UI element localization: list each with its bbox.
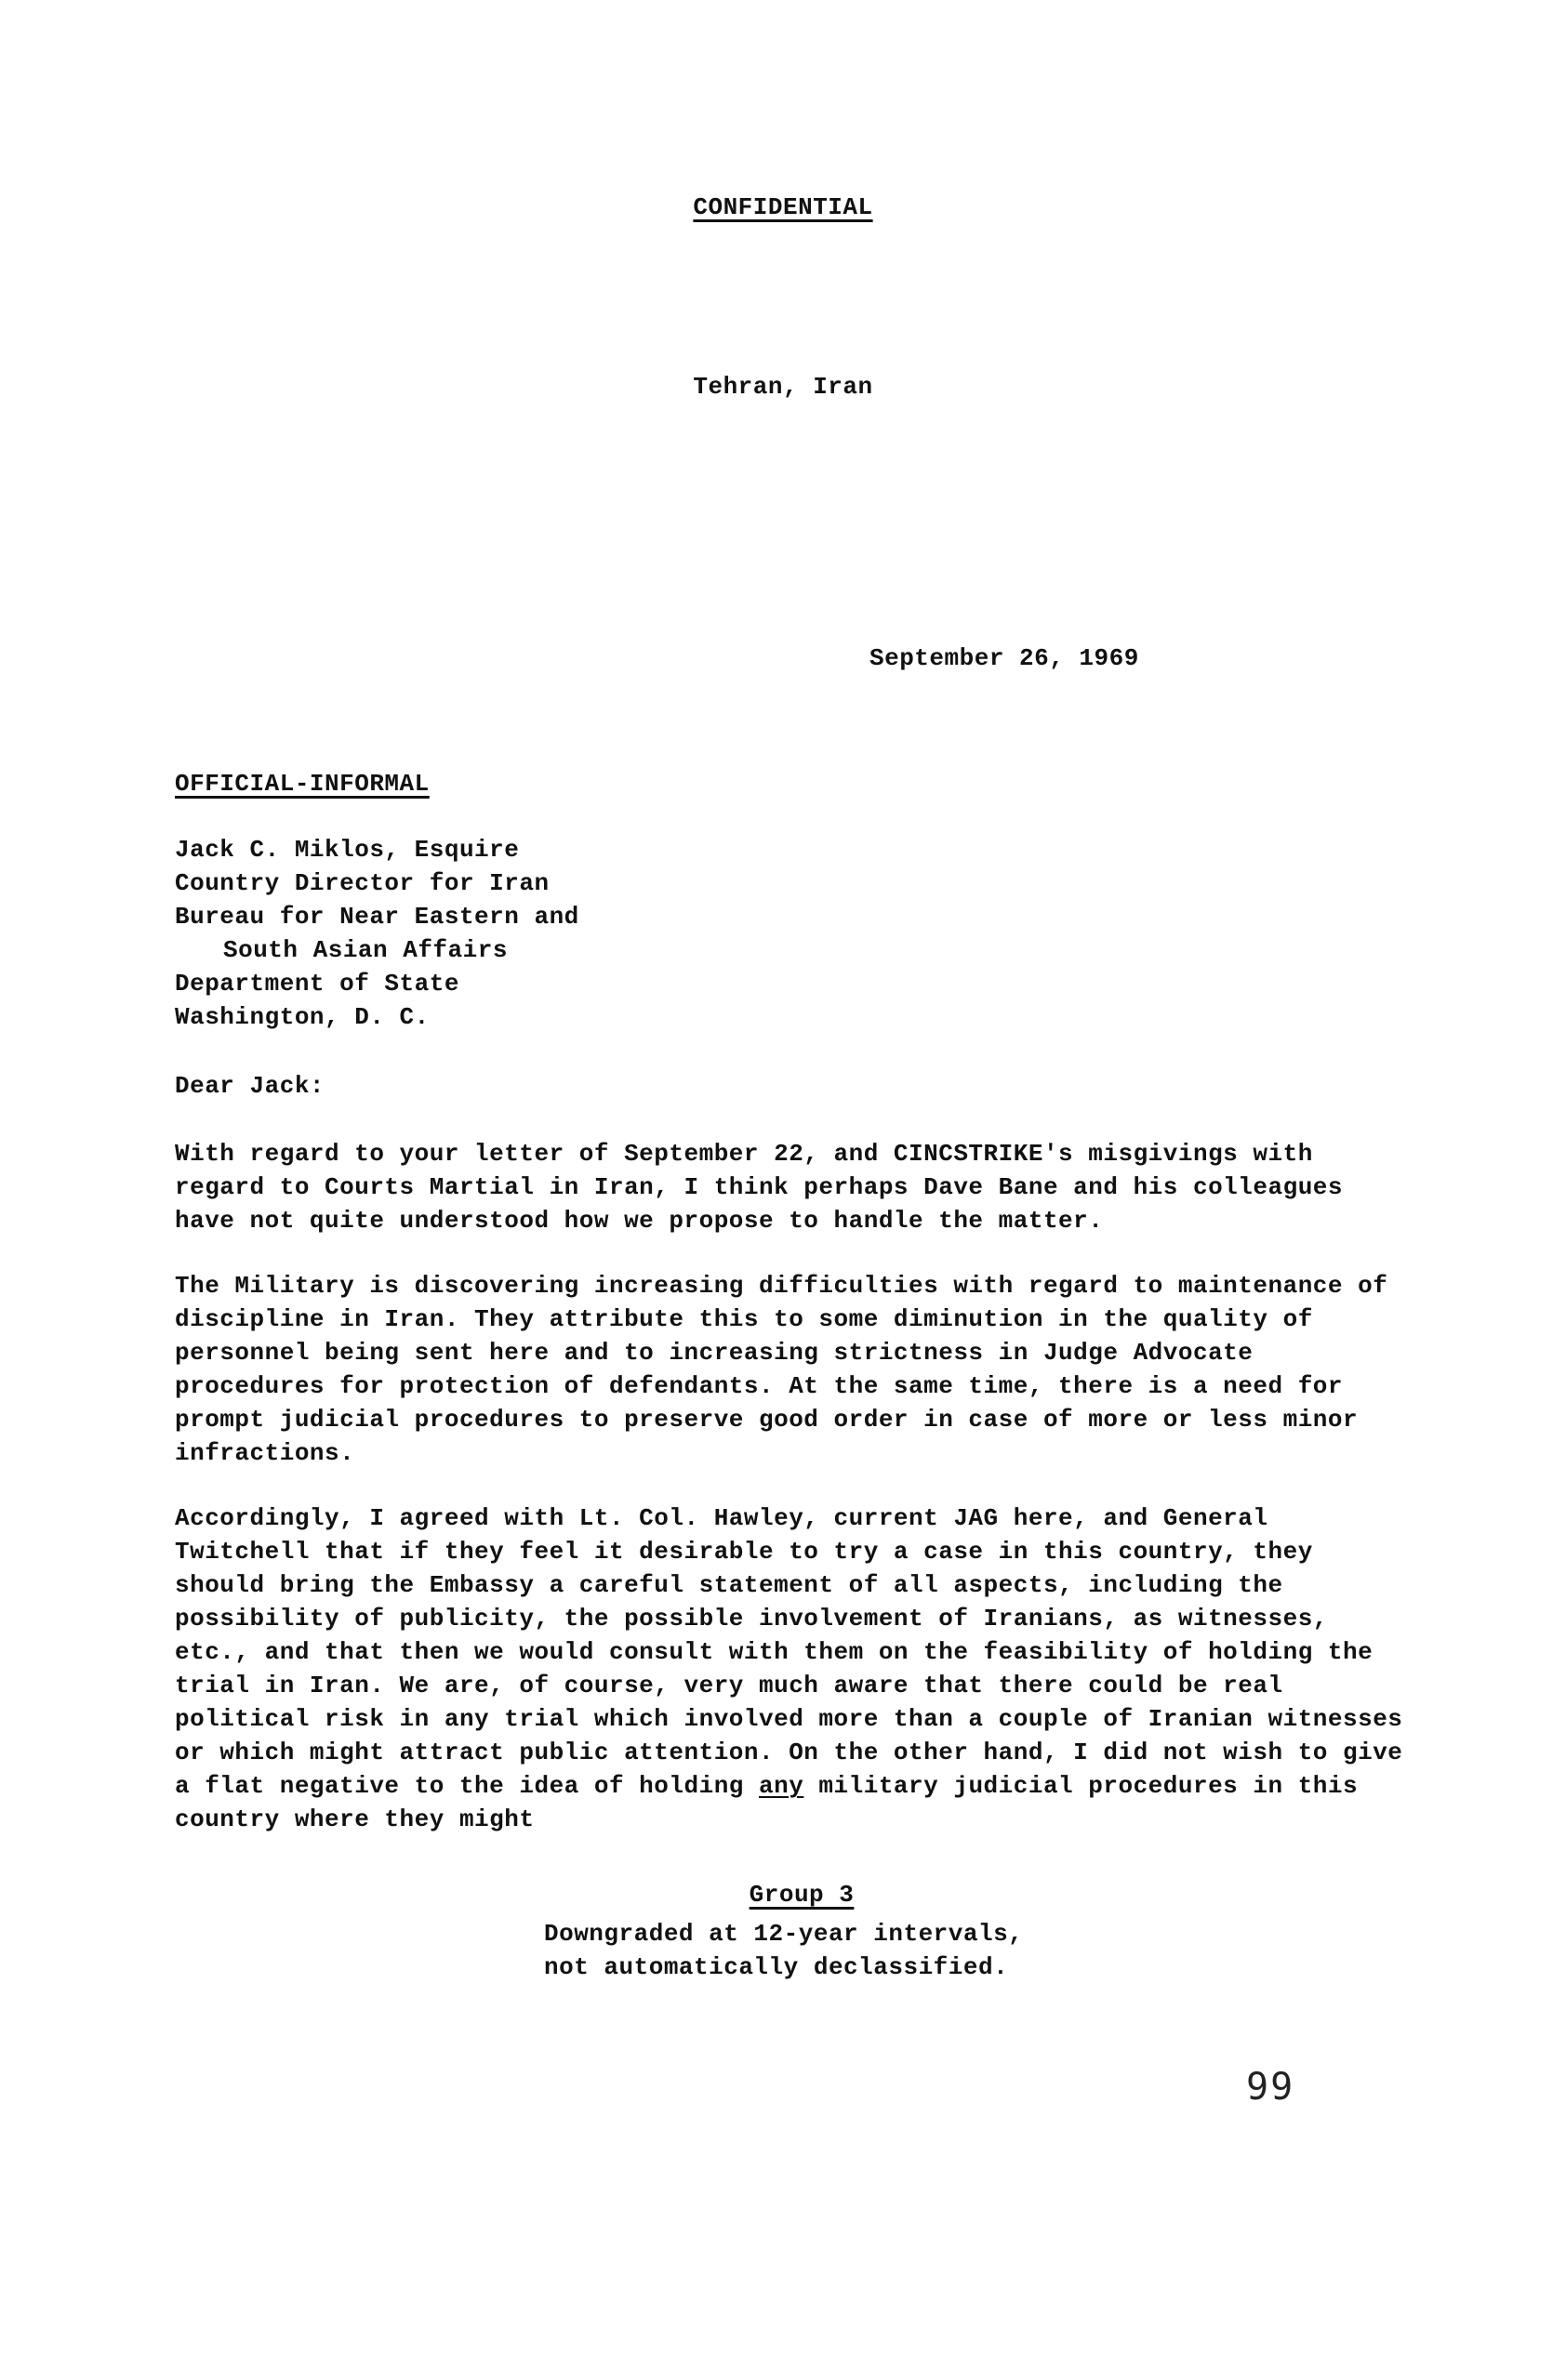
classification-heading: CONFIDENTIAL — [693, 193, 873, 221]
page-number: 99 — [1246, 2066, 1295, 2109]
body-paragraph: The Military is discovering increasing difficulties with regard to maintenance of discipline in Iran. They attribute this to some diminution in the quality of personnel being sent here and to increasing strictness in Judge Advocate procedures for protection of defendants. At the same time, there is a need for prompt judicial procedures to preserve good order in case of more or less minor infractions. — [175, 1272, 1388, 1467]
place-line: Tehran, Iran — [693, 373, 873, 401]
paragraph-text: military judicial procedures in this country where they might — [175, 1772, 1359, 1833]
address-line: Bureau for Near Eastern and — [175, 903, 579, 931]
paragraph-text: Accordingly, I agreed with Lt. Col. Hawley, current JAG here, and General Twitchell that if they feel it desirable to try a case in this country, they should bring the Embassy a careful statement of all aspects, including the possibility of publicity, the possible involvement of Iranians, as witnesses, etc., and that then we would consult with them on the feasibility of holding the trial in Iran. We are, of course, very much aware that there could be real political risk in any trial which involved more than a couple of Iranian witnesses or which might attract public attention. On the other hand, I did not wish to give a flat negative to the idea of holding — [175, 1504, 1403, 1800]
address-line: Jack C. Miklos, Esquire — [175, 836, 520, 864]
handling-marking: OFFICIAL-INFORMAL — [175, 770, 430, 798]
address-line: Washington, D. C. — [175, 1003, 430, 1031]
group-title: Group 3 — [749, 1881, 855, 1909]
body-paragraph — [175, 1501, 1412, 1836]
group-lines — [544, 1917, 1023, 1984]
group-line: not automatically declassified. — [544, 1953, 1009, 1981]
address-line: South Asian Affairs — [223, 936, 508, 964]
address-line: Country Director for Iran — [175, 869, 550, 897]
downgrade-notice — [0, 1878, 1566, 1981]
recipient-address — [175, 833, 579, 1034]
group-line: Downgraded at 12-year intervals, — [544, 1920, 1024, 1948]
letter-body — [175, 1137, 1412, 1868]
emphasized-word: any — [759, 1772, 804, 1800]
body-paragraph: With regard to your letter of September 22, and CINCSTRIKE's misgivings with regard to Courts Martial in Iran, I think perhaps Dave Bane and his colleagues have not quite understood how we propose to handle the matter. — [175, 1140, 1343, 1235]
address-line: Department of State — [175, 970, 459, 998]
salutation: Dear Jack: — [175, 1072, 325, 1100]
date-line: September 26, 1969 — [869, 644, 1139, 672]
